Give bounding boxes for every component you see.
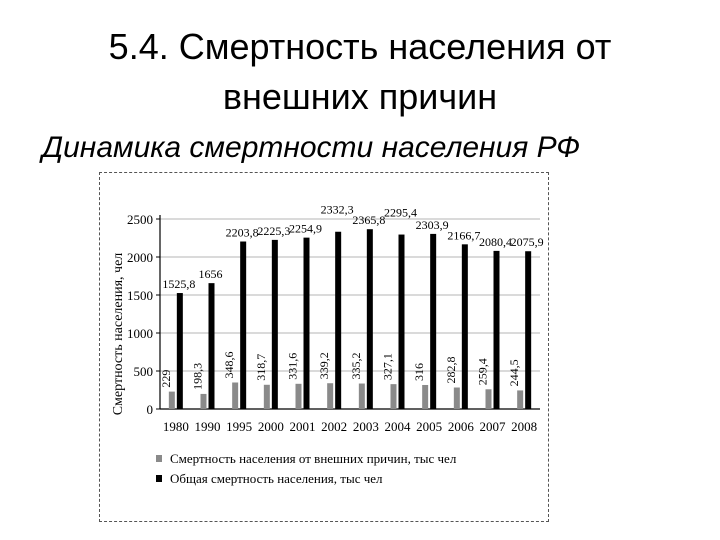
data-label-external: 335,2	[348, 352, 363, 380]
x-tick-label: 2008	[511, 419, 538, 434]
data-label-external: 244,5	[507, 359, 522, 387]
bar-total-mortality	[304, 238, 310, 409]
legend-swatch-external	[156, 455, 162, 462]
bar-total-mortality	[272, 240, 278, 409]
slide-title-line1: 5.4. Смертность населения от	[108, 26, 612, 67]
x-tick-label: 1990	[194, 419, 221, 434]
data-label-total: 2365,8	[352, 213, 386, 228]
x-tick-label: 2001	[289, 419, 316, 434]
data-label-total: 2080,4	[479, 234, 512, 249]
data-label-total: 1656	[198, 267, 223, 282]
data-label-total: 2075,9	[510, 235, 544, 250]
bar-total-mortality	[462, 244, 468, 409]
x-tick-label: 2000	[257, 419, 284, 434]
bar-external-causes	[422, 385, 428, 409]
bar-total-mortality	[430, 234, 436, 409]
mortality-bar-chart	[100, 173, 548, 521]
y-tick-label: 2000	[127, 250, 153, 265]
data-label-external: 198,3	[190, 362, 205, 390]
y-axis-label: Смертность населения, чел	[111, 252, 126, 416]
x-tick-label: 1995	[226, 419, 253, 434]
bar-total-mortality	[240, 242, 246, 409]
data-label-total: 2203,8	[225, 225, 259, 240]
data-label-external: 316	[412, 362, 427, 381]
bar-total-mortality	[177, 293, 183, 409]
bar-total-mortality	[494, 251, 500, 409]
data-label-total: 1525,8	[162, 277, 196, 292]
bar-external-causes	[359, 384, 365, 409]
data-label-external: 282,8	[443, 356, 458, 384]
bar-total-mortality	[335, 232, 341, 409]
x-tick-label: 2006	[447, 419, 474, 434]
bar-external-causes	[232, 383, 238, 409]
y-tick-label: 2500	[127, 212, 153, 227]
y-tick-label: 1500	[127, 288, 153, 303]
legend-swatch-total	[156, 475, 162, 482]
data-label-external: 348,6	[222, 351, 237, 379]
bar-external-causes	[517, 390, 523, 409]
y-tick-label: 0	[146, 402, 153, 417]
bar-external-causes	[327, 383, 333, 409]
bar-external-causes	[391, 384, 397, 409]
bar-total-mortality	[399, 235, 405, 409]
data-label-external: 331,6	[285, 352, 300, 380]
bar-external-causes	[486, 389, 492, 409]
bar-external-causes	[454, 388, 460, 409]
bar-total-mortality	[525, 251, 531, 409]
x-tick-label: 2003	[352, 419, 379, 434]
bar-external-causes	[169, 392, 175, 409]
data-label-total: 2254,9	[289, 221, 322, 236]
data-label-external: 229	[158, 369, 173, 388]
data-label-total: 2225,3	[257, 223, 291, 238]
slide-title	[0, 22, 720, 122]
data-label-external: 259,4	[475, 358, 490, 386]
data-label-external: 318,7	[253, 353, 268, 381]
x-tick-label: 2004	[384, 419, 411, 434]
chart-figure	[99, 172, 549, 522]
legend-label-total: Общая смертность населения, тыс чел	[170, 471, 383, 486]
data-label-total: 2332,3	[320, 202, 354, 217]
data-label-external: 327,1	[380, 353, 395, 381]
x-tick-label: 2002	[321, 419, 348, 434]
legend-label-external: Смертность населения от внешних причин, тыс чел	[170, 451, 457, 466]
bar-external-causes	[296, 384, 302, 409]
bar-total-mortality	[367, 229, 373, 409]
data-label-total: 2166,7	[447, 228, 481, 243]
slide-subtitle: Динамика смертности населения РФ	[42, 131, 581, 164]
data-label-external: 339,2	[317, 352, 332, 380]
x-tick-label: 2005	[416, 419, 443, 434]
y-tick-label: 1000	[127, 326, 153, 341]
x-tick-label: 1980	[162, 419, 189, 434]
data-label-total: 2303,9	[415, 217, 449, 232]
bar-total-mortality	[209, 283, 215, 409]
bar-external-causes	[264, 385, 270, 409]
x-tick-label: 2007	[479, 419, 506, 434]
y-tick-label: 500	[133, 364, 153, 379]
slide-title-line2: внешних причин	[222, 76, 498, 117]
bar-external-causes	[201, 394, 207, 409]
data-label-total: 2295,4	[384, 205, 417, 220]
